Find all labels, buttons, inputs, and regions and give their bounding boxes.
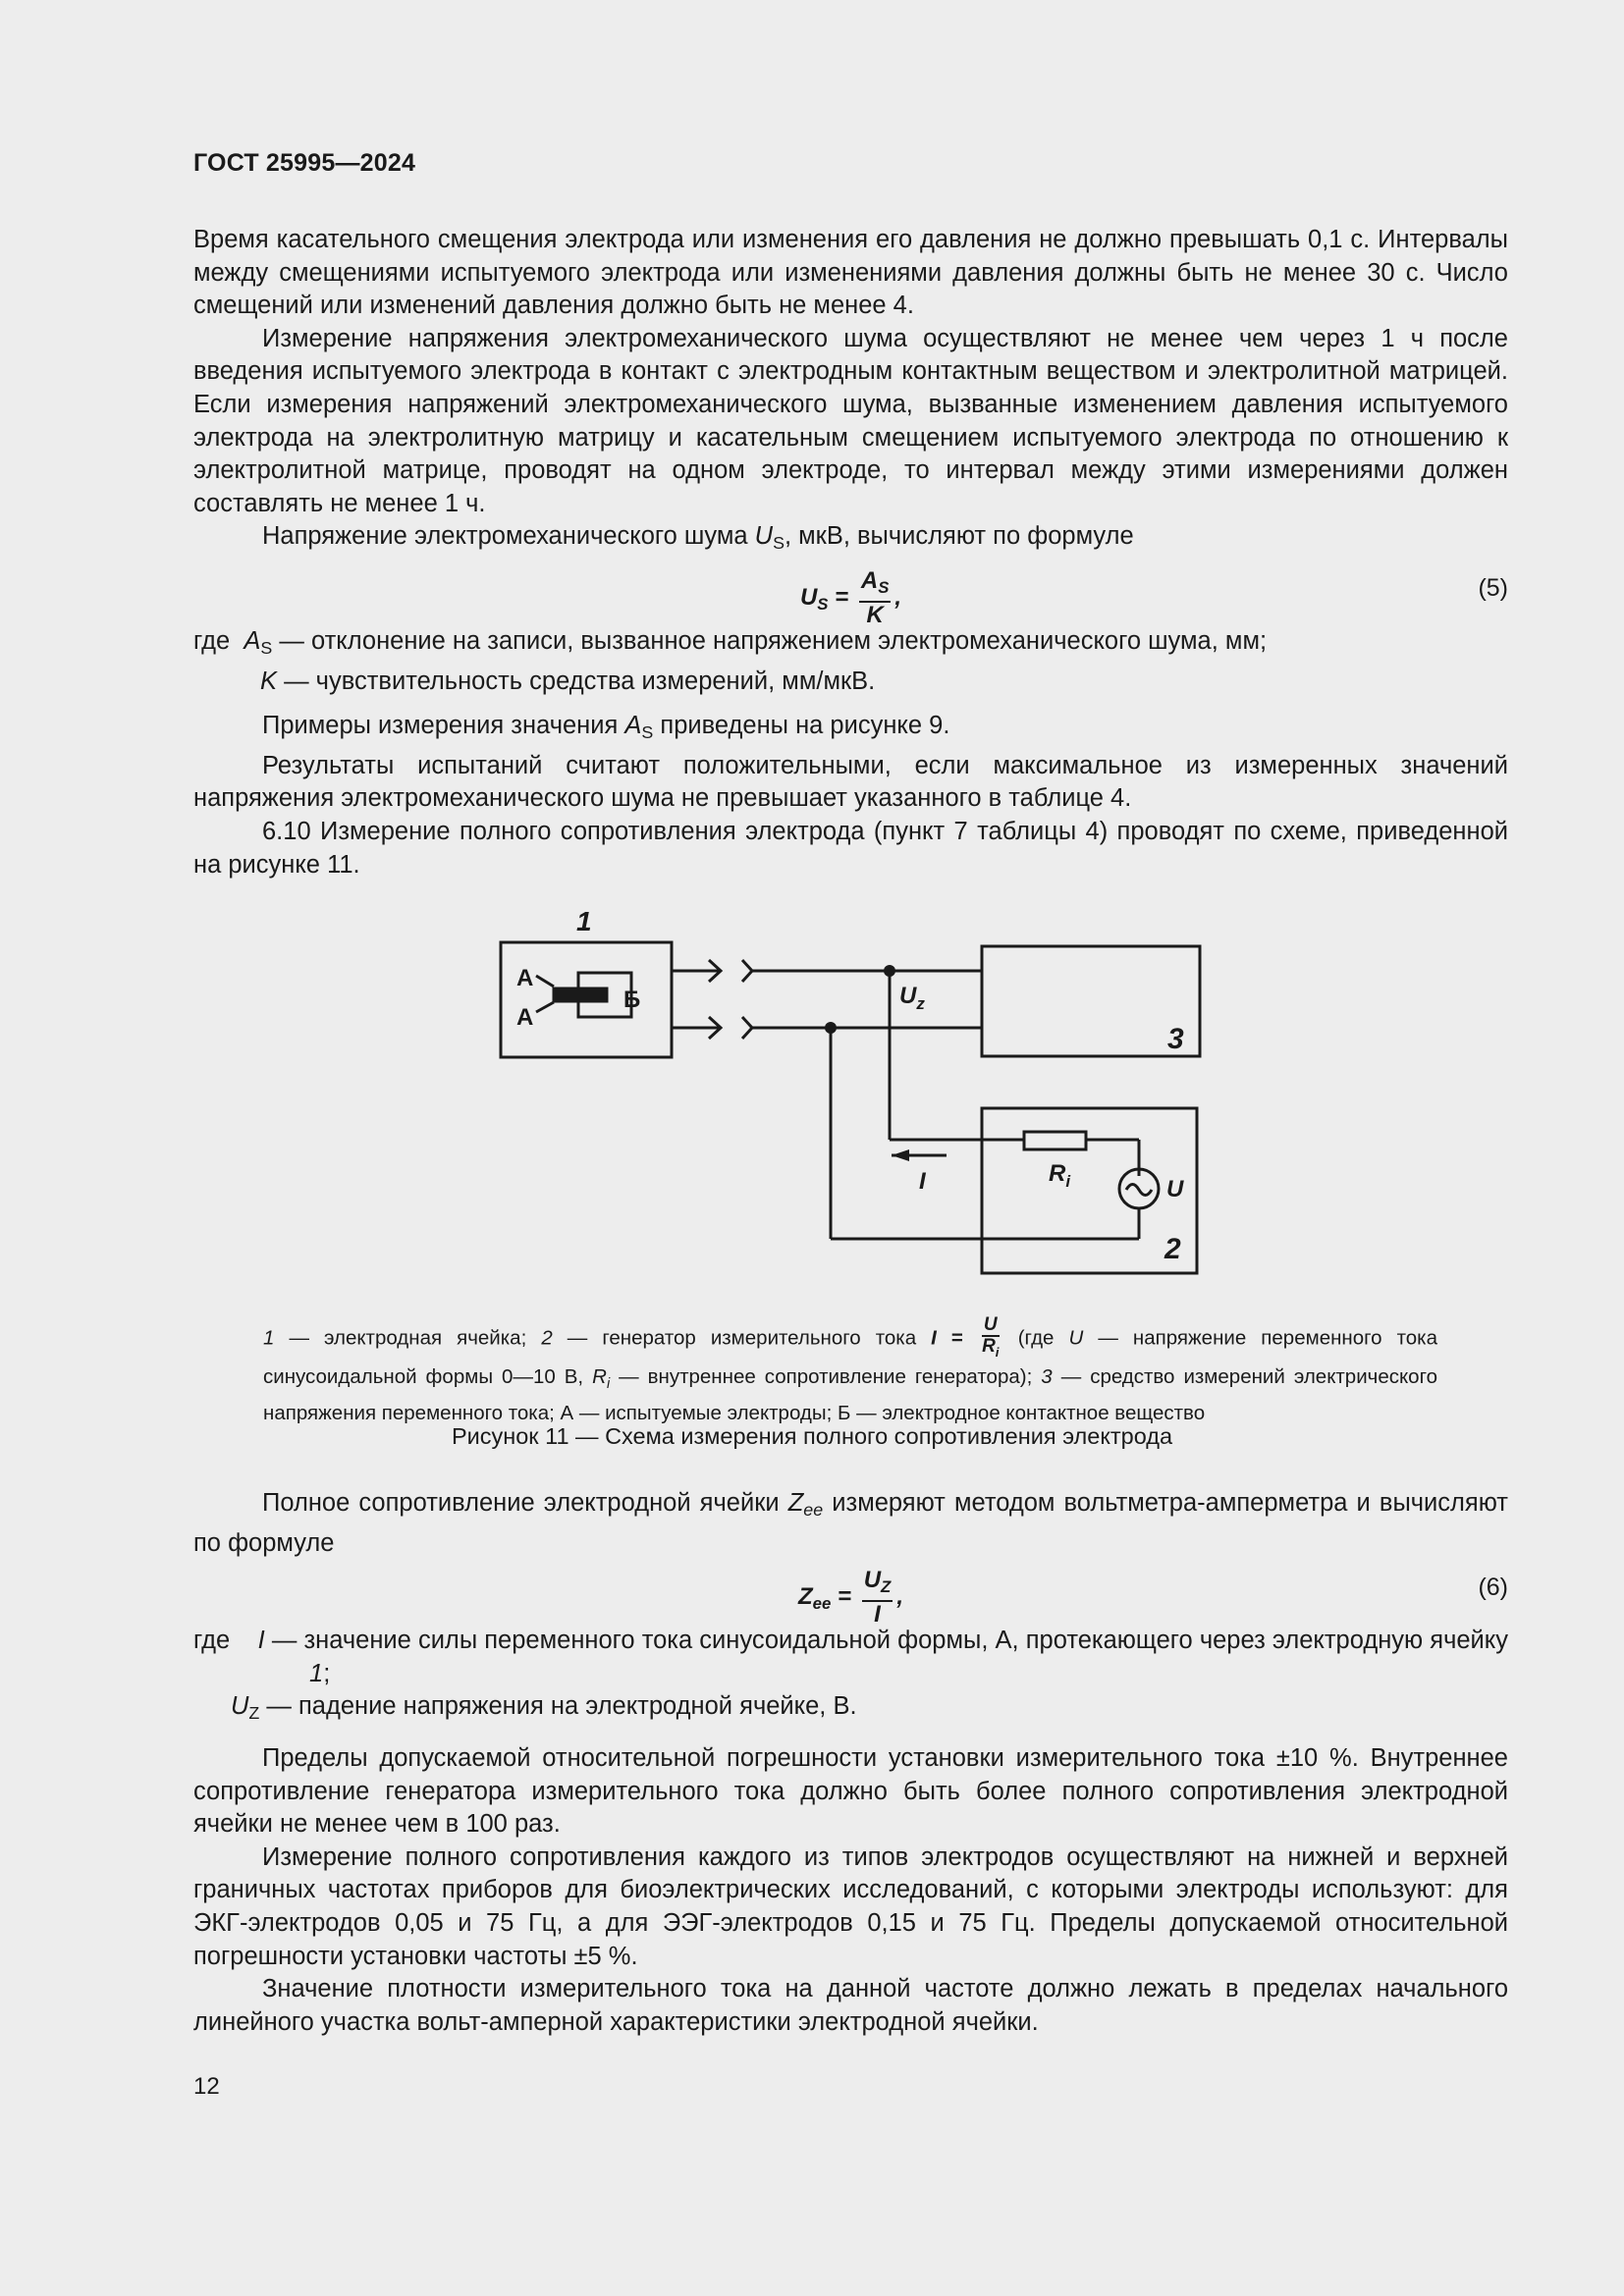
resistor: [1024, 1132, 1086, 1149]
page-number: 12: [193, 2073, 220, 2100]
label-1: 1: [576, 906, 592, 936]
paragraph: Примеры измерения значения $A_S$ приведены на рисунке 9.: [262, 712, 950, 743]
where-line: где $A_S$ — отклонение на записи, вызванное напряжением электромеханического шума, мм;: [193, 626, 1268, 658]
text-block-1: [193, 224, 1508, 881]
paragraph: Время касательного смещения электрода или изменения его давления не должно превышать 0,1 с. Интервалы между смещениями испытуемого электрода или изменениями давления должны быть не менее 30 с. Число смещений или изменений давления должно быть не менее 4.: [193, 226, 1508, 320]
formula-6: $Z_{ee}$ = $\frac{U_Z}{I}$ , (6): [798, 1567, 1508, 1629]
label-3: 3: [1167, 1023, 1184, 1055]
equation-number: (6): [1478, 1574, 1508, 1602]
circuit-diagram: [481, 898, 1227, 1291]
text-block-3: [193, 1487, 1508, 2039]
where-line: где I — значение силы переменного тока синусоидальной формы, А, протекающего через электродную ячейку 1;: [193, 1627, 1508, 1687]
where-line: K — чувствительность средства измерений, мм/мкВ.: [260, 667, 876, 695]
paragraph: Результаты испытаний считают положительными, если максимальное из измеренных значений напряжения электромеханического шума не превышает указанного в таблице 4.: [193, 751, 1508, 813]
figure-title: Рисунок 11 — Схема измерения полного сопротивления электрода: [451, 1423, 1173, 1449]
paragraph: Полное сопротивление электродной ячейки $Z_{ee}$ измеряют методом вольтметра-амперметра и вычисляют по формуле: [193, 1489, 1508, 1557]
paragraph: Напряжение электромеханического шума $U_S$, мкВ, вычисляют по формуле: [262, 522, 1134, 554]
document-header: ГОСТ 25995—2024: [193, 149, 416, 177]
label-b: Б: [623, 987, 641, 1013]
label-a-top: А: [516, 965, 534, 991]
paragraph: Измерение напряжения электромеханического шума осуществляют не менее чем через 1 ч после введения испытуемого электрода в контакт с электродным контактным веществом и электролитной матрицей. Если измерения напряжений электромеханического шума, вызванные изменением давления испытуемого электрода на электролитную матрицу и касательным смещением испытуемого электрода по отношению к электролитной матрице, проводят на одном электроде, то интервал между этими измерениями должен составлять не менее 1 ч.: [193, 324, 1508, 517]
junction-dot: [884, 965, 895, 977]
where-line: $U_Z$ — падение напряжения на электродной ячейке, В.: [231, 1692, 857, 1724]
label-a-bottom: А: [516, 1004, 534, 1031]
formula-5: $U_S$ = $\frac{A_S}{K}$ , (5): [799, 566, 1508, 628]
paragraph: Значение плотности измерительного тока на данной частоте должно лежать в пределах начального линейного участка вольт-амперной характеристики электродной ячейки.: [193, 1975, 1508, 2036]
contact-substance-block: [554, 988, 607, 1001]
paragraph: 6.10 Измерение полного сопротивления электрода (пункт 7 таблицы 4) проводят по схеме, приведенной на рисунке 11.: [193, 817, 1508, 879]
paragraph: Измерение полного сопротивления каждого из типов электродов осуществляют на нижней и верхней граничных частотах приборов для биоэлектрических исследований, с которыми электроды используют: для ЭКГ-электродов 0,05 и 75 Гц, а для ЭЭГ-электродов 0,15 и 75 Гц. Пределы допускаемой относительной погрешности установки частоты ±5 %.: [193, 1842, 1508, 1970]
label-i: I: [919, 1168, 926, 1195]
label-ri: $R_i$: [1049, 1160, 1071, 1191]
paragraph: Пределы допускаемой относительной погрешности установки измерительного тока ±10 %. Внутреннее сопротивление генератора измерительного тока должно быть более полного сопротивления электродной ячейки не менее чем в 100 раз.: [193, 1743, 1508, 1839]
equation-number: (5): [1478, 573, 1508, 602]
figure-caption: 1 — электродная ячейка; 2 — генератор измерительного тока I = $\frac{U}{R_i}$ (где U — напряжение переменного тока синусоидальной формы 0—10 В, $R_i$ — внутреннее сопротивление генератора); 3 — средство измерений электрического напряжения переменного тока; А — испытуемые электроды; Б — электродное контактное вещество: [263, 1314, 1438, 1424]
junction-dot: [825, 1022, 837, 1034]
label-u: U: [1166, 1176, 1184, 1202]
label-uz: $U_z$: [899, 983, 925, 1013]
label-2: 2: [1164, 1233, 1181, 1265]
